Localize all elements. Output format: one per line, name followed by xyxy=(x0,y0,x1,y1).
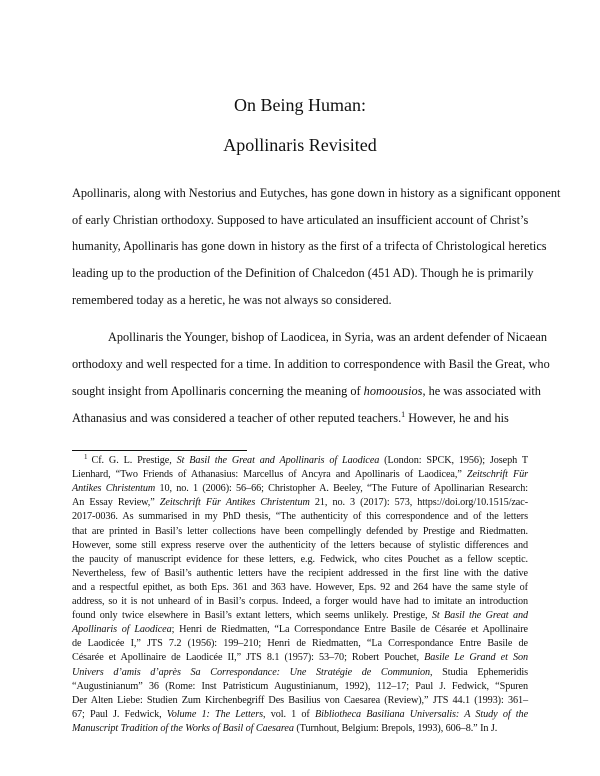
page-title: On Being Human: xyxy=(234,95,366,115)
footnote-italic-text: Manuscript Tradition of the Works of Basil of Caesarea xyxy=(72,722,294,734)
footnote-line xyxy=(72,667,528,679)
paragraph-text: sought insight from Apollinaris concerning the meaning of xyxy=(72,384,364,398)
footnote-line xyxy=(72,568,528,580)
footnote-text: Nevertheless, few of Basil’s authentic letters have the recipient addressed in the first line with the dative xyxy=(72,567,528,579)
paragraph-line: humanity, Apollinaris has gone down in history as the first of a trifecta of Christological heretics xyxy=(72,239,547,253)
footnote-line xyxy=(72,723,528,735)
page-subtitle: Apollinaris Revisited xyxy=(223,135,377,155)
footnote-italic-text: Volume 1: The Letters xyxy=(166,708,264,720)
footnote-text: Der Alten Liebe: Studien Zum Kirchenbegriff Des Basilius von Caesarea (Review),” JTS 44.1 (1993): 361– xyxy=(72,694,528,706)
paragraph-line: leading up to the production of the Definition of Chalcedon (451 AD). Though he is primarily xyxy=(72,266,534,280)
footnote-italic-text: Zeitschrift Für xyxy=(466,469,529,481)
footnote-text: (Turnhout, Belgium: Brepols, 1993), 606–8.” In J. xyxy=(293,722,498,734)
footnote-text: , vol. 1 of xyxy=(263,708,315,720)
footnote-text: 2017-0036. As summarised in my PhD thesis, “The authenticity of this correspondence and of the letters xyxy=(72,511,528,523)
footnote-line xyxy=(72,638,528,650)
footnote-text: that are printed in Basil’s letter collections have been compellingly defended by Prestige and Riedmatten. xyxy=(72,525,528,537)
footnote-text: found only twice elsewhere in Basil’s extant letters, which seems unlikely. Prestige, xyxy=(72,610,432,622)
paragraph-line: remembered today as a heretic, he was not always so considered. xyxy=(72,293,392,307)
footnote-text: 67; Paul J. Fedwick, xyxy=(72,708,167,720)
footnote-italic-text: Apollinaris of Laodicea xyxy=(72,624,172,636)
footnote-line xyxy=(72,483,528,495)
italic-term: homoousios xyxy=(363,384,423,398)
footnote-line xyxy=(72,511,528,523)
footnote-text: ; Henri de Riedmatten, “La Correspondance Entre Basile de Césarée et Apollinaire xyxy=(171,624,528,636)
footnote-text: However, some still express reserve over the authenticity of the letters because of stylistic differences and xyxy=(72,539,528,551)
footnote-marker: 1 xyxy=(84,453,92,461)
footnote-italic-text: Univers d’amis d’après Sa Correspondance: Une Stratégie de Communion xyxy=(72,666,430,678)
footnote-line xyxy=(72,709,528,721)
footnote-italic-text: St Basil the Great and xyxy=(431,610,528,622)
footnote-text: the paucity of manuscript evidence for these letters, e.g. Fedwick, who cites Pouchet as a fellow sceptic. xyxy=(72,553,528,565)
footnote-line xyxy=(72,469,528,481)
paragraph-line: orthodoxy and well respected for a time. In addition to correspondence with Basil the Great, who xyxy=(72,357,550,371)
footnote-text: An Essay Review,” xyxy=(72,497,160,509)
footnote-line xyxy=(72,652,528,664)
footnote-text: (London: SPCK, 1956); Joseph T xyxy=(379,455,529,466)
footnote-text: and a respectful epithet, as both Eps. 361 and 363 have. However, Eps. 92 and 264 have the same style of xyxy=(72,581,528,593)
footnote-divider xyxy=(72,450,247,451)
paragraph-line: Apollinaris the Younger, bishop of Laodicea, in Syria, was an ardent defender of Nicaean xyxy=(108,330,547,344)
footnote-text: de Laodicée I,” JTS 7.2 (1956): 199–210; Henri de Riedmatten, “La Correspondance Entre Basile de xyxy=(72,638,528,650)
paragraph-text: However, he and his xyxy=(405,411,509,425)
footnote-line xyxy=(72,497,528,509)
footnote-text: “Augustinianum” 36 (Rome: Inst Patristicum Augustinianum, 1992), 112–17; Paul J. Fedwick, “Spuren xyxy=(72,680,528,692)
footnote-italic-text: Antikes Christentum xyxy=(72,483,156,495)
footnote-line xyxy=(72,695,528,707)
footnote-line xyxy=(72,540,528,552)
footnote-line xyxy=(72,582,528,594)
footnote-text: , Studia Ephemeridis xyxy=(430,666,528,678)
footnote-reference[interactable]: 1 xyxy=(401,410,406,419)
footnote-text: 10, no. 1 (2006): 56–66; Christopher A. Beeley, “The Future of Apollinarian Research: xyxy=(155,483,528,495)
paragraph-line: of early Christian orthodoxy. Supposed to have articulated an insufficient account of Christ’s xyxy=(72,213,529,227)
paragraph-line xyxy=(72,384,541,398)
footnote-text: 21, no. 3 (2017): 573, https://doi.org/10.1515/zac- xyxy=(309,497,529,509)
footnote-text: Cf. G. L. Prestige, xyxy=(91,455,177,466)
footnote-text: Lienhard, “Two Friends of Athanasius: Marcellus of Ancyra and Apollinaris of Laodicea,” xyxy=(72,469,467,481)
footnote-italic-text: Bibliotheca Basiliana Universalis: A Study of the xyxy=(314,708,529,720)
paragraph-text: , he was associated with xyxy=(422,384,541,398)
paragraph-text: Athanasius and was considered a teacher of other reputed teachers. xyxy=(72,411,402,425)
footnote-line xyxy=(72,554,528,566)
footnote-line xyxy=(72,624,528,636)
footnote-text: address, so it is not unheard of in Basil’s corpus. Indeed, a forger would have had to imitate an introduction xyxy=(72,596,528,607)
footnote-line xyxy=(72,596,528,608)
footnote-line xyxy=(72,526,528,538)
paragraph-line: Apollinaris, along with Nestorius and Eutyches, has gone down in history as a significant opponent xyxy=(72,186,561,200)
footnote-italic-text: St Basil the Great and Apollinaris of Laodicea xyxy=(176,455,380,466)
footnote-italic-text: Basile Le Grand et Son xyxy=(424,652,528,664)
footnote-line xyxy=(84,455,528,467)
footnote-line xyxy=(72,681,528,693)
footnote-text: Césarée et Apollinaire de Laodicée II,” JTS 8.1 (1957): 53–70; Robert Pouchet, xyxy=(72,652,425,664)
paragraph-line xyxy=(72,411,509,425)
footnote-line xyxy=(72,610,528,622)
footnote-italic-text: Zeitschrift Für Antikes Christentum xyxy=(159,497,310,509)
